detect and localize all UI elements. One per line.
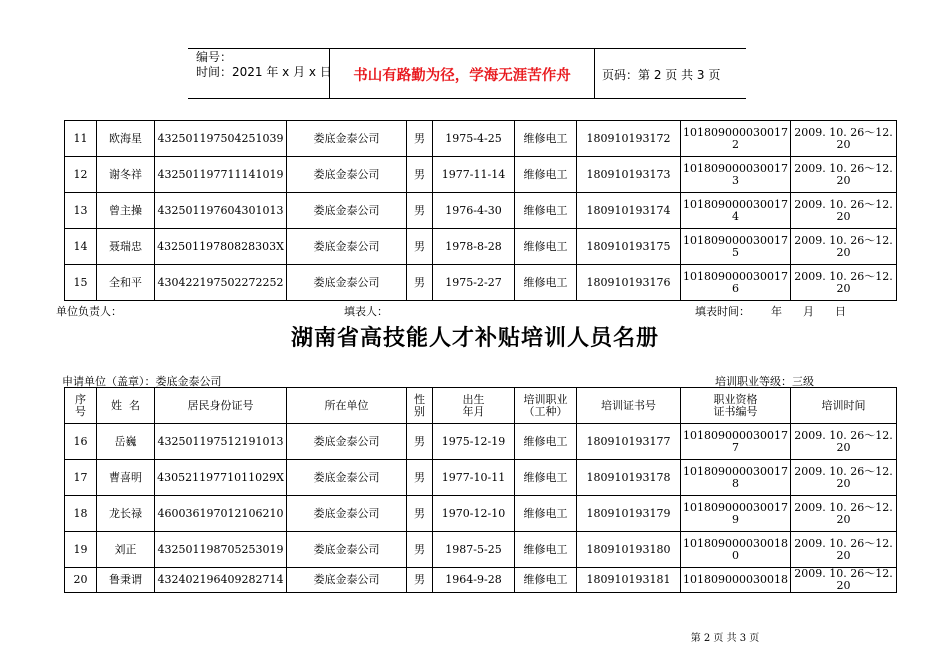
cell-no: 12 bbox=[65, 157, 97, 193]
cell-unit: 娄底金泰公司 bbox=[287, 121, 407, 157]
cell-cert: 180910193175 bbox=[577, 229, 681, 265]
cell-job: 维修电工 bbox=[515, 193, 577, 229]
cell-job: 维修电工 bbox=[515, 496, 577, 532]
cell-birth: 1987-5-25 bbox=[433, 532, 515, 568]
header-no-line1: 序 bbox=[75, 392, 86, 406]
cell-cert: 180910193174 bbox=[577, 193, 681, 229]
cell-id: 430422197502272252 bbox=[155, 265, 287, 301]
cell-unit: 娄底金泰公司 bbox=[287, 568, 407, 593]
cell-birth: 1970-12-10 bbox=[433, 496, 515, 532]
table-row bbox=[65, 193, 897, 229]
page-footer: 第 2 页 共 3 页 bbox=[690, 633, 760, 644]
cell-qual bbox=[681, 193, 791, 229]
cell-cert: 180910193179 bbox=[577, 496, 681, 532]
cell-no: 15 bbox=[65, 265, 97, 301]
header-bottom-rule bbox=[188, 98, 746, 99]
cell-qual bbox=[681, 496, 791, 532]
cell-qual bbox=[681, 121, 791, 157]
cell-name: 聂瑞忠 bbox=[97, 229, 155, 265]
cell-sex: 男 bbox=[407, 157, 433, 193]
cell-qual bbox=[681, 157, 791, 193]
cell-no: 14 bbox=[65, 229, 97, 265]
header-no-line2: 号 bbox=[75, 404, 86, 418]
table-row bbox=[65, 568, 897, 593]
cell-id: 432501197504251039 bbox=[155, 121, 287, 157]
cell-unit: 娄底金泰公司 bbox=[287, 532, 407, 568]
cell-qual-line2: 6 bbox=[732, 281, 739, 295]
cell-id: 432501197512191013 bbox=[155, 424, 287, 460]
cell-id: 43250119780828303X bbox=[155, 229, 287, 265]
cell-job: 维修电工 bbox=[515, 532, 577, 568]
header-time: 培训时间 bbox=[791, 388, 897, 424]
header-top-rule bbox=[188, 48, 746, 49]
cell-qual-line2: 9 bbox=[732, 512, 739, 526]
cell-time: 2009. 10. 26～12. 20 bbox=[791, 121, 897, 157]
header-unit: 所在单位 bbox=[287, 388, 407, 424]
cell-sex: 男 bbox=[407, 460, 433, 496]
sign-date: 填表时间： 年 月 日 bbox=[695, 305, 846, 318]
cell-cert: 180910193178 bbox=[577, 460, 681, 496]
cell-sex: 男 bbox=[407, 193, 433, 229]
cell-time: 2009. 10. 26～12. 20 bbox=[791, 532, 897, 568]
cell-qual-line1: 101809000030017 bbox=[683, 500, 788, 514]
header-id: 居民身份证号 bbox=[155, 388, 287, 424]
cell-no: 20 bbox=[65, 568, 97, 593]
header-sex-line1: 性 bbox=[414, 392, 425, 406]
cell-sex: 男 bbox=[407, 121, 433, 157]
cell-name: 曹喜明 bbox=[97, 460, 155, 496]
cell-qual-line1: 101809000030017 bbox=[683, 161, 788, 175]
cell-unit: 娄底金泰公司 bbox=[287, 229, 407, 265]
cell-cert: 180910193181 bbox=[577, 568, 681, 593]
table-row bbox=[65, 424, 897, 460]
table-row bbox=[65, 157, 897, 193]
cell-qual bbox=[681, 460, 791, 496]
cell-job: 维修电工 bbox=[515, 157, 577, 193]
table-row bbox=[65, 460, 897, 496]
cell-qual-line2: 7 bbox=[732, 440, 739, 454]
cell-unit: 娄底金泰公司 bbox=[287, 424, 407, 460]
header-job-line1: 培训职业 bbox=[523, 392, 568, 406]
cell-id: 460036197012106210 bbox=[155, 496, 287, 532]
cell-id: 432501197711141019 bbox=[155, 157, 287, 193]
cell-no: 19 bbox=[65, 532, 97, 568]
cell-id: 43052119771011029X bbox=[155, 460, 287, 496]
cell-job: 维修电工 bbox=[515, 229, 577, 265]
page-title: 湖南省高技能人才补贴培训人员名册 bbox=[290, 326, 659, 351]
roster-table-lower-body bbox=[65, 424, 897, 593]
cell-unit: 娄底金泰公司 bbox=[287, 265, 407, 301]
cell-qual-line1: 101809000030018 bbox=[683, 536, 788, 550]
header-divider-right bbox=[594, 48, 595, 99]
cell-qual bbox=[681, 532, 791, 568]
cell-qual-line1: 101809000030017 bbox=[683, 125, 788, 139]
cell-time: 2009. 10. 26～12. 20 bbox=[791, 424, 897, 460]
header-number: 编号： bbox=[196, 50, 233, 64]
cell-job: 维修电工 bbox=[515, 265, 577, 301]
cell-no: 18 bbox=[65, 496, 97, 532]
header-sex-line2: 别 bbox=[414, 404, 425, 418]
header-left-info bbox=[196, 50, 332, 80]
cell-birth: 1977-11-14 bbox=[433, 157, 515, 193]
header-time: 时间：2021 年 x 月 x 日 bbox=[196, 65, 332, 79]
applicant-unit: 申请单位（盖章）：娄底金泰公司 bbox=[62, 375, 222, 388]
cell-birth: 1975-4-25 bbox=[433, 121, 515, 157]
cell-qual-line1: 101809000030017 bbox=[683, 233, 788, 247]
cell-birth: 1978-8-28 bbox=[433, 229, 515, 265]
cell-birth: 1976-4-30 bbox=[433, 193, 515, 229]
roster-table-header bbox=[65, 388, 897, 424]
cell-name: 刘正 bbox=[97, 532, 155, 568]
cell-birth: 1964-9-28 bbox=[433, 568, 515, 593]
header-motto: 书山有路勤为径，学海无涯苦作舟 bbox=[353, 68, 571, 84]
header-page-indicator: 页码：第 2 页 共 3 页 bbox=[602, 68, 721, 82]
table-row bbox=[65, 532, 897, 568]
header-qual bbox=[681, 388, 791, 424]
header-birth-line1: 出生 bbox=[462, 392, 485, 406]
cell-unit: 娄底金泰公司 bbox=[287, 496, 407, 532]
cell-no: 13 bbox=[65, 193, 97, 229]
roster-table-upper bbox=[64, 120, 897, 301]
cell-qual bbox=[681, 424, 791, 460]
cell-time: 2009. 10. 26～12. 20 bbox=[791, 496, 897, 532]
cell-id: 432501198705253019 bbox=[155, 532, 287, 568]
cell-qual-line2: 0 bbox=[732, 548, 739, 562]
cell-time: 2009. 10. 26～12. 20 bbox=[791, 229, 897, 265]
cell-unit: 娄底金泰公司 bbox=[287, 460, 407, 496]
table-row bbox=[65, 121, 897, 157]
header-birth bbox=[433, 388, 515, 424]
header-job bbox=[515, 388, 577, 424]
header-name: 姓 名 bbox=[97, 388, 155, 424]
table-row bbox=[65, 265, 897, 301]
cell-id: 432501197604301013 bbox=[155, 193, 287, 229]
cell-time: 2009. 10. 26～12. 20 bbox=[791, 568, 897, 593]
cell-cert: 180910193180 bbox=[577, 532, 681, 568]
cell-time: 2009. 10. 26～12. 20 bbox=[791, 460, 897, 496]
cell-sex: 男 bbox=[407, 229, 433, 265]
cell-name: 曾主操 bbox=[97, 193, 155, 229]
cell-time: 2009. 10. 26～12. 20 bbox=[791, 157, 897, 193]
cell-no: 16 bbox=[65, 424, 97, 460]
cell-qual bbox=[681, 229, 791, 265]
cell-qual-line1: 101809000030017 bbox=[683, 428, 788, 442]
header-job-line2: （工种） bbox=[523, 404, 568, 418]
cell-no: 11 bbox=[65, 121, 97, 157]
cell-name: 龙长禄 bbox=[97, 496, 155, 532]
cell-cert: 180910193177 bbox=[577, 424, 681, 460]
header-birth-line2: 年月 bbox=[462, 404, 485, 418]
cell-name: 欧海星 bbox=[97, 121, 155, 157]
cell-sex: 男 bbox=[407, 496, 433, 532]
roster-table-lower bbox=[64, 387, 897, 593]
sign-filler: 填表人： bbox=[344, 305, 388, 318]
cell-cert: 180910193173 bbox=[577, 157, 681, 193]
cell-birth: 1975-2-27 bbox=[433, 265, 515, 301]
cell-qual-line2: 3 bbox=[732, 173, 739, 187]
header-qual-line1: 职业资格 bbox=[713, 392, 758, 406]
cell-qual-line1: 101809000030017 bbox=[683, 197, 788, 211]
header-qual-line2: 证书编号 bbox=[713, 404, 758, 418]
cell-name: 全和平 bbox=[97, 265, 155, 301]
cell-cert: 180910193172 bbox=[577, 121, 681, 157]
cell-qual-line2: 8 bbox=[732, 476, 739, 490]
cell-birth: 1975-12-19 bbox=[433, 424, 515, 460]
header-cert: 培训证书号 bbox=[577, 388, 681, 424]
cell-job: 维修电工 bbox=[515, 460, 577, 496]
cell-qual: 101809000030018 bbox=[681, 568, 791, 593]
cell-qual-line2: 4 bbox=[732, 209, 739, 223]
cell-sex: 男 bbox=[407, 424, 433, 460]
cell-time: 2009. 10. 26～12. 20 bbox=[791, 265, 897, 301]
cell-qual-line1: 101809000030017 bbox=[683, 269, 788, 283]
training-level: 培训职业等级：三级 bbox=[715, 375, 814, 388]
cell-name: 鲁秉谓 bbox=[97, 568, 155, 593]
cell-no: 17 bbox=[65, 460, 97, 496]
header-sex bbox=[407, 388, 433, 424]
cell-qual-line1: 101809000030017 bbox=[683, 464, 788, 478]
cell-sex: 男 bbox=[407, 265, 433, 301]
sign-leader: 单位负责人： bbox=[56, 305, 122, 318]
cell-qual bbox=[681, 265, 791, 301]
cell-job: 维修电工 bbox=[515, 568, 577, 593]
cell-qual-line2: 2 bbox=[732, 137, 739, 151]
cell-cert: 180910193176 bbox=[577, 265, 681, 301]
cell-qual-line2: 5 bbox=[732, 245, 739, 259]
cell-sex: 男 bbox=[407, 568, 433, 593]
cell-id: 432402196409282714 bbox=[155, 568, 287, 593]
table-row bbox=[65, 496, 897, 532]
roster-table-upper-body bbox=[65, 121, 897, 301]
cell-unit: 娄底金泰公司 bbox=[287, 157, 407, 193]
cell-time: 2009. 10. 26～12. 20 bbox=[791, 193, 897, 229]
cell-birth: 1977-10-11 bbox=[433, 460, 515, 496]
cell-job: 维修电工 bbox=[515, 424, 577, 460]
cell-name: 谢冬祥 bbox=[97, 157, 155, 193]
header-no bbox=[65, 388, 97, 424]
table-header-row bbox=[65, 388, 897, 424]
cell-job: 维修电工 bbox=[515, 121, 577, 157]
cell-unit: 娄底金泰公司 bbox=[287, 193, 407, 229]
cell-name: 岳巍 bbox=[97, 424, 155, 460]
table-row bbox=[65, 229, 897, 265]
cell-sex: 男 bbox=[407, 532, 433, 568]
